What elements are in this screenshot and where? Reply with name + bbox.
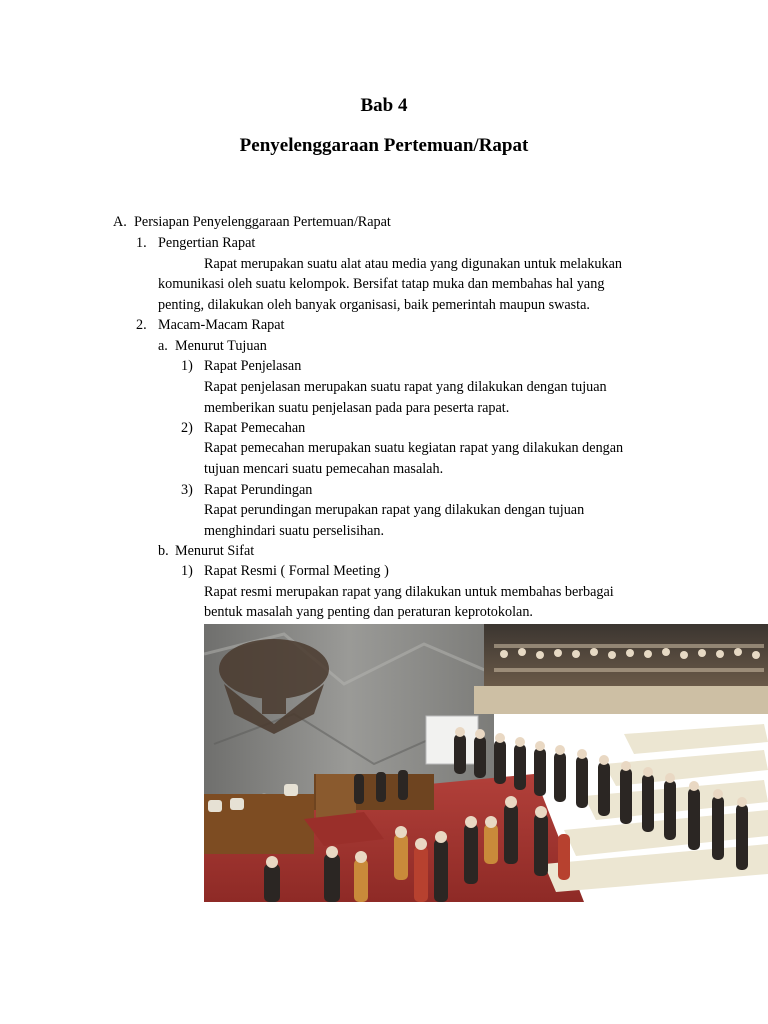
sub-a-heading: Menurut Tujuan	[175, 338, 267, 354]
item-1-paragraph-line: komunikasi oleh suatu kelompok. Bersifat tatap muka dan membahas hal yang	[158, 276, 605, 292]
section-a-marker: A.	[113, 214, 127, 230]
list-item-line: menghindari suatu perselisihan.	[204, 523, 385, 539]
formal-meeting-photo	[204, 624, 768, 902]
list-item-heading: Rapat Perundingan	[204, 482, 313, 498]
item-2-marker: 2.	[136, 317, 147, 333]
item-1-paragraph-line: penting, dilakukan oleh banyak organisasi, baik pemerintah maupun swasta.	[158, 297, 590, 313]
sub-a-marker: a.	[158, 338, 168, 354]
item-1-heading: Pengertian Rapat	[158, 235, 256, 251]
item-1-paragraph-line: Rapat merupakan suatu alat atau media yang digunakan untuk melakukan	[204, 256, 622, 272]
list-item-heading: Rapat Penjelasan	[204, 358, 302, 374]
item-1-marker: 1.	[136, 235, 147, 251]
item-2-heading: Macam-Macam Rapat	[158, 317, 285, 333]
list-item-heading: Rapat Pemecahan	[204, 420, 306, 436]
list-marker: 1)	[181, 563, 193, 579]
list-item-line: Rapat pemecahan merupakan suatu kegiatan rapat yang dilakukan dengan	[204, 440, 624, 456]
list-item-line: tujuan mencari suatu pemecahan masalah.	[204, 461, 444, 477]
page-title: Penyelenggaraan Pertemuan/Rapat	[239, 135, 529, 156]
section-a-heading: Persiapan Penyelenggaraan Pertemuan/Rapat	[134, 214, 391, 230]
list-item-line: Rapat penjelasan merupakan suatu rapat yang dilakukan dengan tujuan	[204, 379, 607, 395]
sub-b-marker: b.	[158, 543, 169, 559]
list-item-heading: Rapat Resmi ( Formal Meeting )	[204, 563, 389, 579]
list-marker: 3)	[181, 482, 193, 498]
list-item-line: bentuk masalah yang penting dan peraturan keprotokolan.	[204, 604, 533, 620]
list-marker: 2)	[181, 420, 193, 436]
list-item-line: memberikan suatu penjelasan pada para peserta rapat.	[204, 400, 510, 416]
list-marker: 1)	[181, 358, 193, 374]
sub-b-heading: Menurut Sifat	[175, 543, 255, 559]
list-item-line: Rapat perundingan merupakan rapat yang dilakukan dengan tujuan	[204, 502, 585, 518]
chapter-heading: Bab 4	[360, 95, 408, 116]
list-item-line: Rapat resmi merupakan rapat yang dilakukan untuk membahas berbagai	[204, 584, 614, 600]
